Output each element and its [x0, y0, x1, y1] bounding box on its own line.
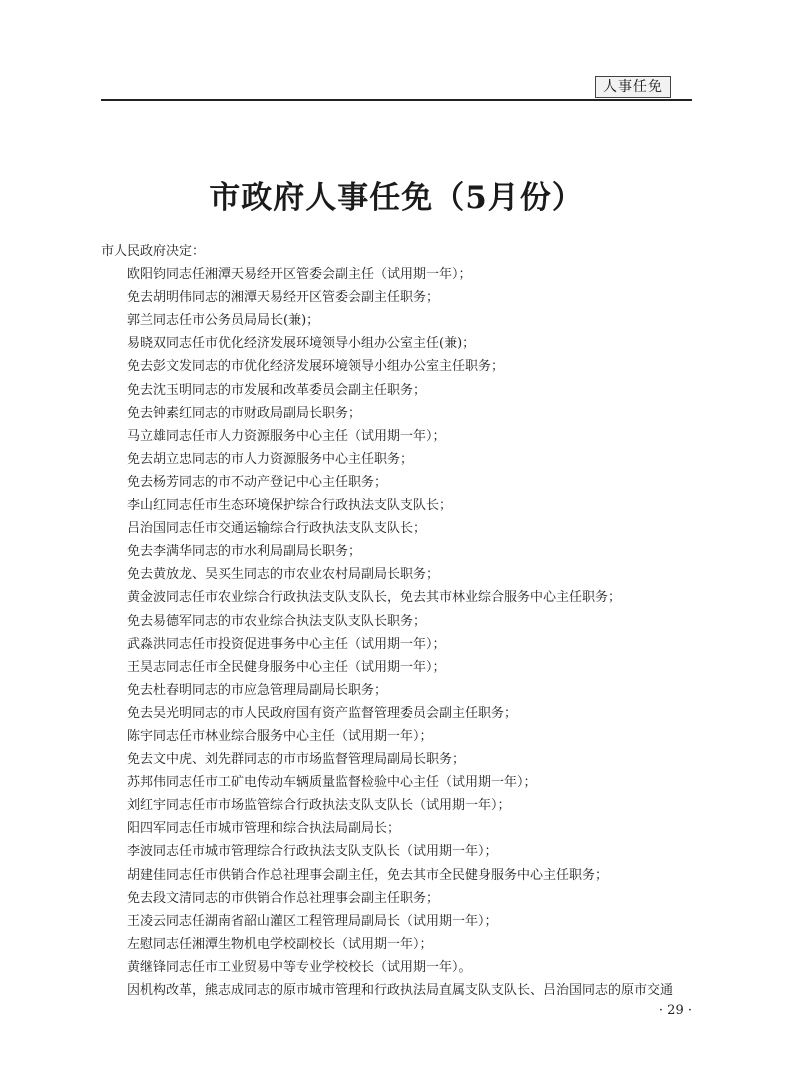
list-item: 免去胡立忠同志的市人力资源服务中心主任职务； [127, 451, 414, 467]
list-item: 免去吴光明同志的市人民政府国有资产监督管理委员会副主任职务； [127, 705, 518, 721]
list-item: 左慰同志任湘潭生物机电学校副校长（试用期一年）； [127, 936, 433, 952]
list-item: 吕治国同志任市交通运输综合行政执法支队支队长； [127, 521, 427, 537]
list-item: 易晓双同志任市优化经济发展环境领导小组办公室主任(兼)； [127, 336, 476, 352]
list-item: 王凌云同志任湖南省韶山灌区工程管理局副局长（试用期一年）； [127, 913, 498, 929]
list-item: 郭兰同志任市公务员局局长(兼)； [127, 313, 320, 329]
list-item: 免去文中虎、刘先群同志的市市场监督管理局副局长职务； [127, 752, 466, 768]
list-item: 李波同志任市城市管理综合行政执法支队支队长（试用期一年）； [127, 844, 498, 860]
list-item: 欧阳钧同志任湘潭天易经开区管委会副主任（试用期一年）； [127, 267, 472, 283]
list-item: 李山红同志任市生态环境保护综合行政执法支队支队长； [127, 498, 453, 514]
list-item: 胡建佳同志任市供销合作总社理事会副主任，免去其市全民健身服务中心主任职务； [127, 867, 609, 883]
list-item: 王昊志同志任市全民健身服务中心主任（试用期一年）； [127, 659, 446, 675]
list-item: 马立雄同志任市人力资源服务中心主任（试用期一年）； [127, 428, 446, 444]
list-item: 黄继锋同志任市工业贸易中等专业学校校长（试用期一年）。 [127, 959, 472, 975]
appointment-list [101, 263, 692, 1002]
list-item: 免去沈玉明同志的市发展和改革委员会副主任职务； [127, 382, 427, 398]
list-item: 免去杜春明同志的市应急管理局副局长职务； [127, 682, 388, 698]
header-divider [101, 99, 692, 101]
list-item: 黄金波同志任市农业综合行政执法支队支队长，免去其市林业综合服务中心主任职务； [127, 590, 622, 606]
intro-text: 市人民政府决定： [101, 244, 206, 259]
list-item: 免去段文清同志的市供销合作总社理事会副主任职务； [127, 890, 440, 906]
list-item: 苏邦伟同志任市工矿电传动车辆质量监督检验中心主任（试用期一年）； [127, 775, 537, 791]
page-title: 市政府人事任免（5月份） [209, 180, 584, 216]
list-item: 武淼洪同志任市投资促进事务中心主任（试用期一年）； [127, 636, 446, 652]
section-label: 人事任免 [595, 76, 671, 98]
page-number: · 29 · [658, 1003, 692, 1018]
list-item: 阳四军同志任市城市管理和综合执法局副局长； [127, 821, 401, 837]
list-item: 因机构改革，熊志成同志的原市城市管理和行政执法局直属支队支队长、吕治国同志的原市交通 [127, 983, 674, 998]
list-item: 免去胡明伟同志的湘潭天易经开区管委会副主任职务； [127, 290, 440, 306]
list-item: 刘红宇同志任市市场监管综合行政执法支队支队长（试用期一年）； [127, 798, 511, 814]
list-item: 免去钟素红同志的市财政局副局长职务； [127, 405, 362, 421]
list-item: 免去易德军同志的市农业综合执法支队支队长职务； [127, 613, 427, 629]
document-body [101, 240, 692, 1002]
list-item: 免去李满华同志的市水利局副局长职务； [127, 544, 362, 560]
list-item: 免去杨芳同志的市不动产登记中心主任职务； [127, 474, 388, 490]
list-item: 免去彭文发同志的市优化经济发展环境领导小组办公室主任职务； [127, 359, 505, 375]
list-item: 免去黄放龙、吴买生同志的市农业农村局副局长职务； [127, 567, 440, 583]
list-item: 陈宇同志任市林业综合服务中心主任（试用期一年）； [127, 728, 433, 744]
